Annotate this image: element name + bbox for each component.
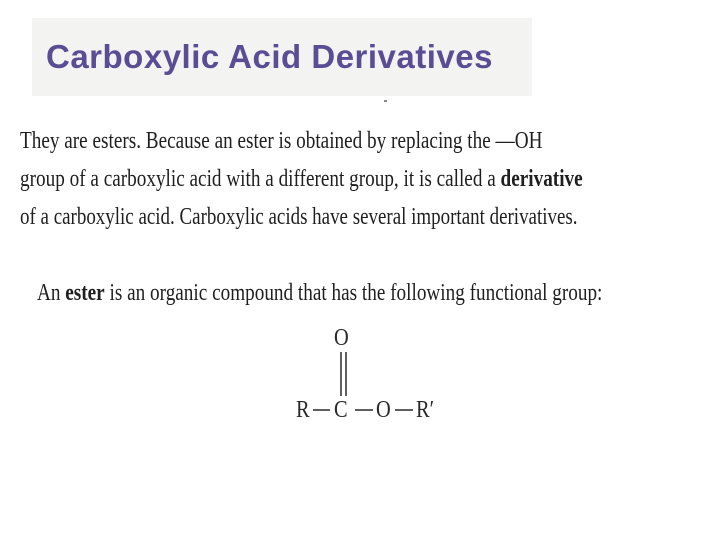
paragraph-line-2: [20, 160, 583, 198]
carbonyl-oxygen: O: [334, 325, 349, 351]
ester-definition-rest: is an organic compound that has the following functional group:: [104, 280, 603, 306]
intro-paragraph: [20, 122, 710, 236]
r-group: R: [296, 397, 310, 423]
r-prime-group: R′: [416, 397, 435, 423]
ester-functional-group-formula: [296, 318, 456, 428]
ester-oxygen: O: [376, 397, 391, 423]
ester-definition: [37, 280, 602, 307]
derivative-term: derivative: [500, 166, 583, 192]
paragraph-line-1: They are esters. Because an ester is obtained by replacing the —OH: [20, 128, 543, 154]
ester-definition-lead: An: [37, 280, 66, 306]
scan-mark: [384, 100, 387, 102]
paragraph-line-2-text: group of a carboxylic acid with a different group, it is called a: [20, 166, 501, 192]
paragraph-line-3: of a carboxylic acid. Carboxylic acids have several important derivatives.: [20, 204, 578, 230]
page-title: Carboxylic Acid Derivatives: [46, 38, 493, 75]
ester-term: ester: [65, 280, 105, 306]
carbon-atom: C: [334, 397, 348, 423]
